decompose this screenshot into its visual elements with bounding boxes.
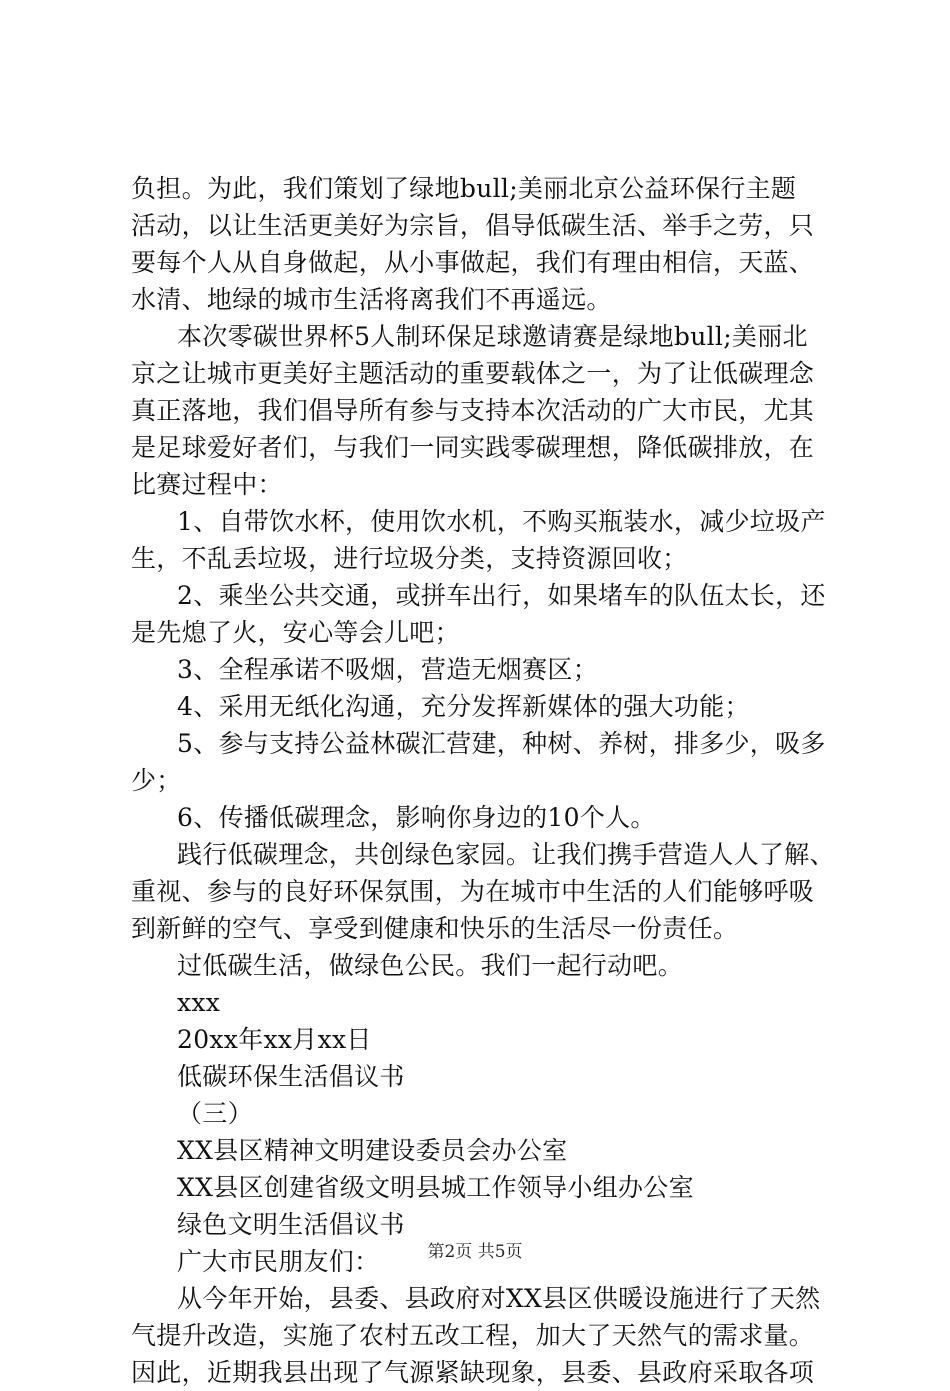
text-line: 京之让城市更美好主题活动的重要载体之一，为了让低碳理念 xyxy=(131,359,815,388)
text-line: 要每个人从自身做起，从小事做起，我们有理由相信，天蓝、 xyxy=(131,248,815,277)
text-line: 因此，近期我县出现了气源紧缺现象，县委、县政府采取各项 xyxy=(131,1358,815,1387)
text-line: （三） xyxy=(177,1099,253,1128)
text-line: 1、自带饮水杯，使用饮水机，不购买瓶装水，减少垃圾产 xyxy=(177,507,826,536)
text-line: XX县区创建省级文明县城工作领导小组办公室 xyxy=(177,1173,694,1202)
text-line: 比赛过程中： xyxy=(131,470,283,499)
page-footer: 第2页 共5页 xyxy=(427,1242,523,1262)
text-line: 活动，以让生活更美好为宗旨，倡导低碳生活、举手之劳，只 xyxy=(131,211,815,240)
text-line: 少； xyxy=(131,766,182,795)
text-line: 到新鲜的空气、享受到健康和快乐的生活尽一份责任。 xyxy=(131,914,739,943)
text-line: 本次零碳世界杯5人制环保足球邀请赛是绿地bull;美丽北 xyxy=(177,322,808,351)
text-line: XX县区精神文明建设委员会办公室 xyxy=(177,1136,568,1165)
text-line: 是足球爱好者们，与我们一同实践零碳理想，降低碳排放，在 xyxy=(131,433,815,462)
text-line: 低碳环保生活倡议书 xyxy=(177,1062,405,1091)
text-line: 是先熄了火，安心等会儿吧； xyxy=(131,618,460,647)
text-line: 水清、地绿的城市生活将离我们不再遥远。 xyxy=(131,285,612,314)
text-line: 2、乘坐公共交通，或拼车出行，如果堵车的队伍太长，还 xyxy=(177,581,826,610)
text-line: 真正落地，我们倡导所有参与支持本次活动的广大市民，尤其 xyxy=(131,396,815,425)
text-line: 广大市民朋友们： xyxy=(177,1247,380,1276)
text-line: 5、参与支持公益林碳汇营建，种树、养树，排多少，吸多 xyxy=(177,729,826,758)
text-line: 20xx年xx月xx日 xyxy=(177,1025,372,1054)
text-line: 4、采用无纸化沟通，充分发挥新媒体的强大功能； xyxy=(177,692,750,721)
text-line: 3、全程承诺不吸烟，营造无烟赛区； xyxy=(177,655,599,684)
text-line: 气提升改造，实施了农村五改工程，加大了天然气的需求量。 xyxy=(131,1321,815,1350)
text-line: 6、传播低碳理念，影响你身边的10个人。 xyxy=(177,803,656,832)
document-body xyxy=(131,170,835,1391)
text-line: 绿色文明生活倡议书 xyxy=(177,1210,405,1239)
text-line: 从今年开始，县委、县政府对XX县区供暖设施进行了天然 xyxy=(177,1284,821,1313)
text-line: 负担。为此，我们策划了绿地bull;美丽北京公益环保行主题 xyxy=(131,174,797,203)
text-line: 重视、参与的良好环保氛围，为在城市中生活的人们能够呼吸 xyxy=(131,877,815,906)
text-line: 践行低碳理念，共创绿色家园。让我们携手营造人人了解、 xyxy=(177,840,835,869)
text-line: xxx xyxy=(177,988,221,1017)
text-line: 过低碳生活，做绿色公民。我们一起行动吧。 xyxy=(177,951,684,980)
text-line: 生，不乱丢垃圾，进行垃圾分类，支持资源回收； xyxy=(131,544,688,573)
